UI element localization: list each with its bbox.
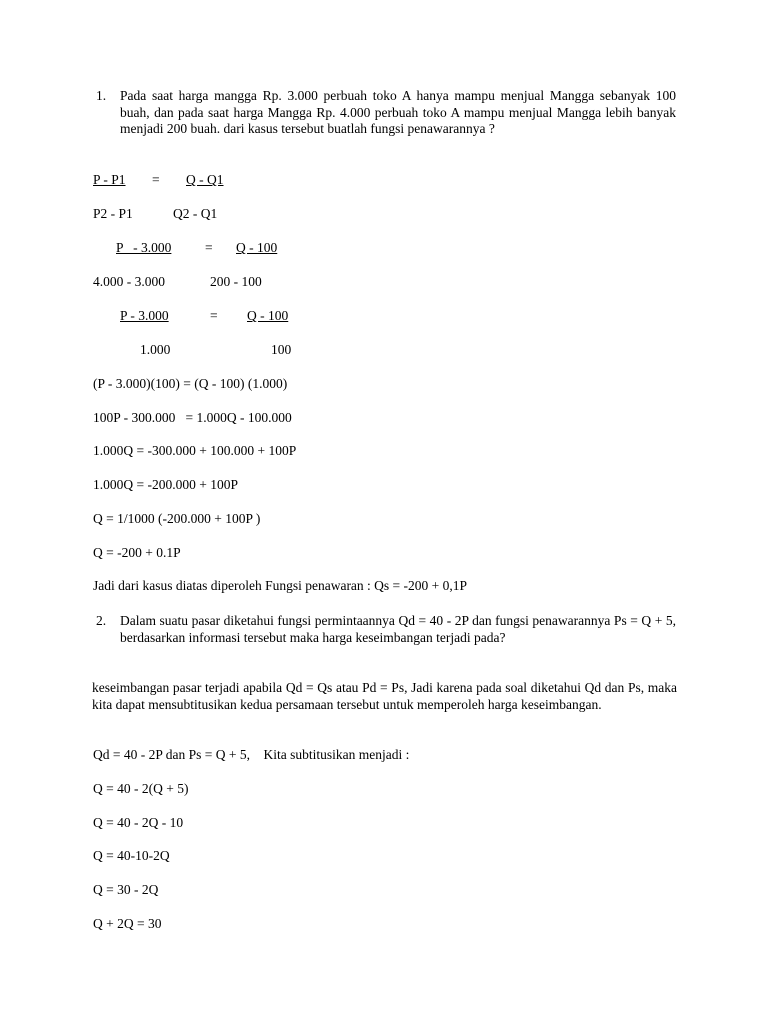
solution-1-step-1: (P - 3.000)(100) = (Q - 100) (1.000) (93, 376, 288, 391)
solution-1-step-6: Q = -200 + 0.1P (93, 545, 181, 560)
fraction-2-numerator-left: P - 3.000 (116, 240, 172, 255)
fraction-3-denominator-left: 1.000 (140, 342, 171, 357)
solution-2-step-1: Qd = 40 - 2P dan Ps = Q + 5, Kita subtitusikan menjadi : (93, 747, 410, 762)
fraction-2-denominator-right: 200 - 100 (210, 274, 262, 289)
fraction-2-equals: = (205, 240, 213, 255)
solution-1-step-5: Q = 1/1000 (-200.000 + 100P ) (93, 511, 261, 526)
fraction-2-denominator-left: 4.000 - 3.000 (93, 274, 165, 289)
fraction-2-numerator-right: Q - 100 (236, 240, 278, 255)
solution-2-step-3: Q = 40 - 2Q - 10 (93, 815, 184, 830)
fraction-1-numerator-right: Q - Q1 (186, 172, 224, 187)
fraction-1-denominator-left: P2 - P1 (93, 206, 133, 221)
question-2-number: 2. (96, 613, 107, 628)
fraction-3-equals: = (210, 308, 218, 323)
question-2-text: Dalam suatu pasar diketahui fungsi permintaannya Qd = 40 - 2P dan fungsi penawarannya Ps = Q + 5, berdasarkan informasi tersebut maka harga keseimbangan terjadi pada? (120, 613, 676, 645)
solution-1-conclusion: Jadi dari kasus diatas diperoleh Fungsi penawaran : Qs = -200 + 0,1P (93, 578, 468, 593)
solution-2-step-4: Q = 40-10-2Q (93, 848, 170, 863)
fraction-1-denominator-right: Q2 - Q1 (173, 206, 218, 221)
solution-1-step-2: 100P - 300.000 = 1.000Q - 100.000 (93, 410, 292, 425)
fraction-1-numerator-left: P - P1 (93, 172, 126, 187)
question-1-number: 1. (96, 88, 107, 103)
solution-2-intro: keseimbangan pasar terjadi apabila Qd = Qs atau Pd = Ps, Jadi karena pada soal diketahui Qd dan Ps, maka kita dapat mensubtitusikan kedua persamaan tersebut untuk memperoleh harga keseimbangan. (92, 680, 677, 712)
solution-1-step-3: 1.000Q = -300.000 + 100.000 + 100P (93, 443, 297, 458)
fraction-1-equals: = (152, 172, 160, 187)
question-1-text: Pada saat harga mangga Rp. 3.000 perbuah toko A hanya mampu menjual Mangga sebanyak 100 buah, dan pada saat harga Mangga Rp. 4.000 perbuah toko A mampu menjual Mangga lebih banyak menjadi 200 buah. dari kasus tersebut buatlah fungsi penawarannya ? (120, 88, 676, 136)
solution-2-step-2: Q = 40 - 2(Q + 5) (93, 781, 189, 796)
fraction-3-denominator-right: 100 (271, 342, 292, 357)
solution-2-step-5: Q = 30 - 2Q (93, 882, 159, 897)
fraction-3-numerator-left: P - 3.000 (120, 308, 169, 323)
fraction-3-numerator-right: Q - 100 (247, 308, 289, 323)
solution-1-step-4: 1.000Q = -200.000 + 100P (93, 477, 238, 492)
solution-2-step-6: Q + 2Q = 30 (93, 916, 162, 931)
